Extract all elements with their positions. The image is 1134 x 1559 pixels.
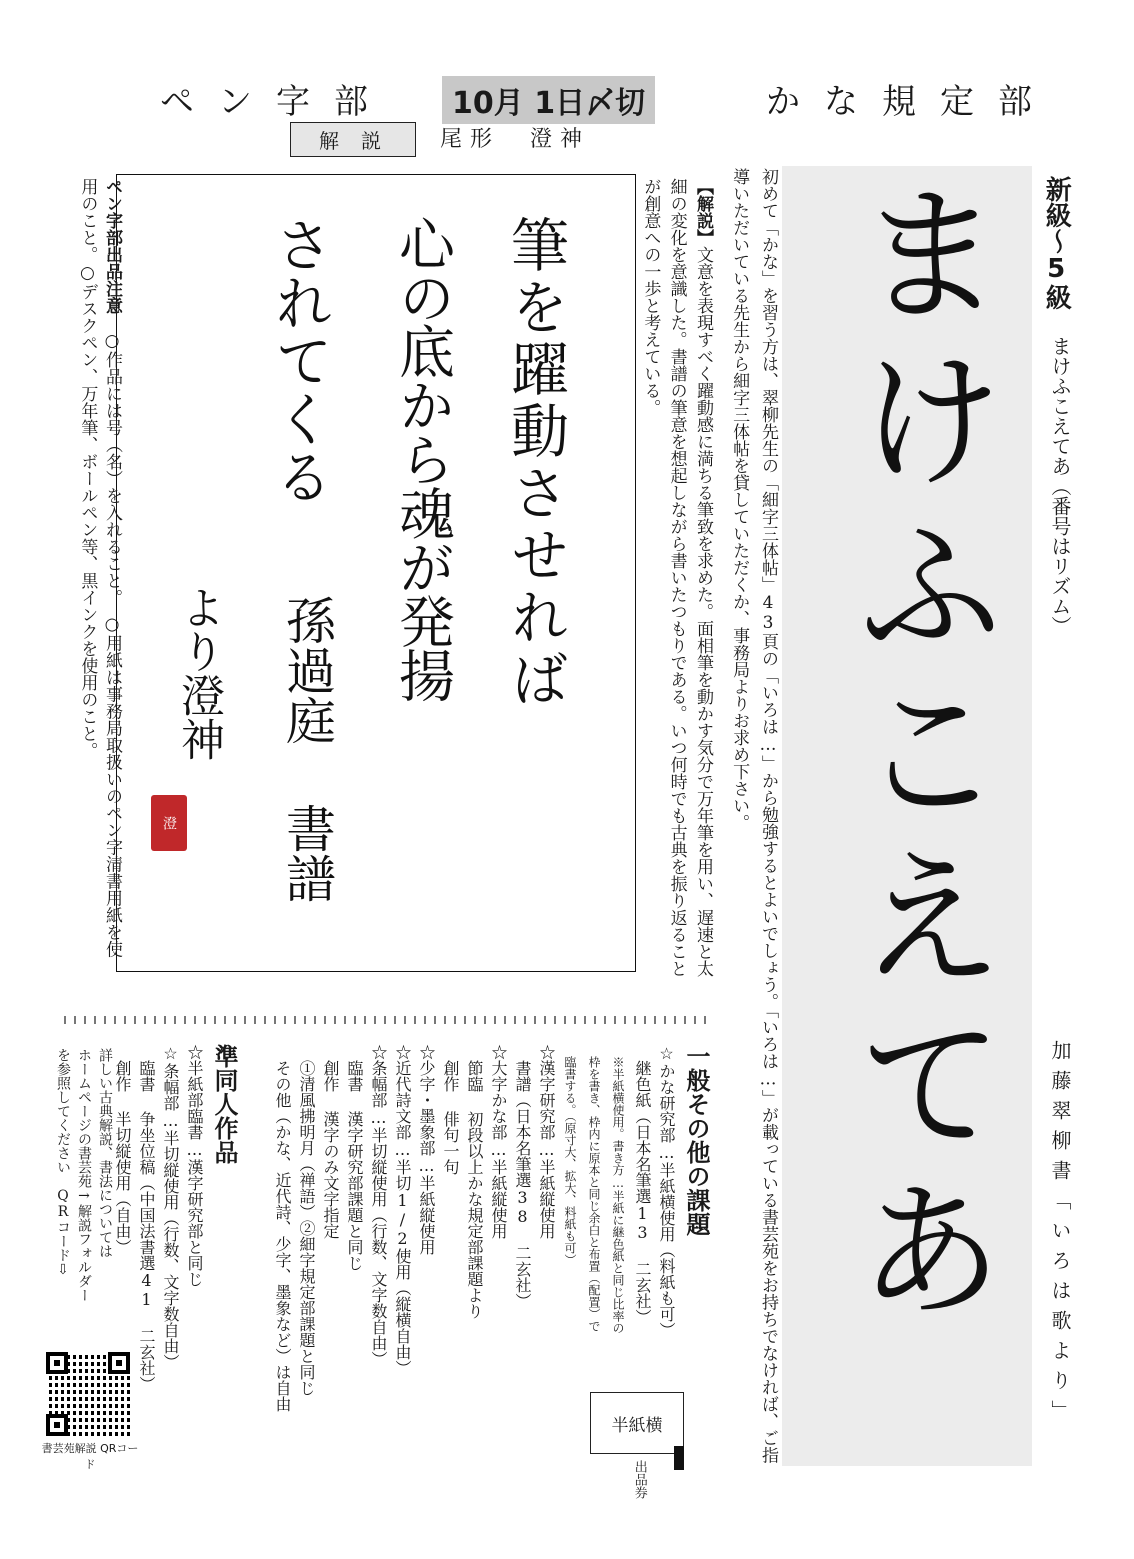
other-tasks-title: 一般その他の課題 <box>682 1044 710 1236</box>
pen-work-frame <box>116 174 636 972</box>
qr-note-line-2: ホームページの書芸苑→解説フォルダー <box>76 1048 92 1302</box>
task-jofuku-sub-3: ①清風拂明月（禅語）②細字規定部課題と同じ <box>297 1060 316 1396</box>
task-kana-note-1: ※半紙横使用。書き方…半紙に継色紙と同じ比率の <box>611 1056 625 1334</box>
assoc-jofuku-head: ☆条幅部…半切縦使用（行数、文字数自由） <box>161 1044 180 1370</box>
artist-seal: 澄 <box>151 795 187 851</box>
task-kana-note-3: 臨書する。（原寸大、拡大、料紙も可） <box>563 1056 577 1266</box>
assoc-jofuku-sub-2: 創作 半切縦使用（自由） <box>113 1060 132 1255</box>
ticket-marker <box>674 1446 684 1470</box>
ticket-box <box>590 1392 684 1454</box>
task-jofuku-sub-4: その他（かな、近代詩、少字、墨象など）は自由 <box>273 1060 292 1412</box>
task-kana-sub: 継色紙（日本名筆選13 二玄社） <box>633 1060 652 1325</box>
kana-reading: まけふこえてあ（番号はリズム） <box>1048 336 1072 636</box>
qr-note-line-1: 詳しい古典解説、書法については <box>97 1048 113 1258</box>
pen-work-line-1-lead: 筆を <box>501 215 569 339</box>
kana-model-characters <box>830 176 1004 1338</box>
task-kanji-sub: 書譜（日本名筆選38 二玄社） <box>513 1060 532 1309</box>
task-jofuku-sub-1: 臨書 漢字研究部課題と同じ <box>345 1060 364 1271</box>
kana-credit: 加藤翠柳書「いろは歌より」 <box>1048 1040 1072 1430</box>
task-daiji-head: ☆大字かな部…半紙縦使用 <box>489 1044 508 1239</box>
pen-notice-title: ペン字部出品注意 <box>102 178 122 314</box>
commentary-body: 文意を表現すべく躍動感に満ちる筆致を求めた。面相筆を動かす気分で万年筆を用い、遅速と太細の変化を意識した。書譜の筆意を想起しながら書いたつもりである。いつ何時でも古典を振り返ることが創意への一歩と考えている。 <box>640 178 713 977</box>
commentary-author: 尾形 澄神 <box>440 127 591 152</box>
task-kana-note-2: 枠を書き、枠内に原本と同じ余白と布置（配置）で <box>587 1056 601 1332</box>
pen-work-signature: より澄神 <box>173 585 224 761</box>
commentary-text <box>632 178 716 978</box>
associate-title: 準同人作品 <box>210 1044 238 1164</box>
task-kindai-head: ☆近代詩文部…半切1/2使用（縦横自由） <box>393 1044 412 1376</box>
kana-char-ma: ま <box>830 176 1004 342</box>
pen-notice-item-2: ○用紙は事務局取扱いのペン字清書用紙を使用のこと。 <box>77 178 122 958</box>
assoc-jofuku-sub-1: 臨書 争坐位稿（中国法書選41 二玄社） <box>137 1060 156 1392</box>
kana-char-ko: こ <box>830 674 1004 840</box>
kana-char-fu: ふ <box>830 508 1004 674</box>
qr-code-image[interactable] <box>46 1352 130 1436</box>
commentary-label: 解説 <box>290 122 416 157</box>
pen-work-line-3: されてくる <box>265 215 333 505</box>
task-kanji-head: ☆漢字研究部…半紙縦使用 <box>537 1044 556 1239</box>
pen-notice-item-1: ○作品には号（名）を入れること。 <box>102 331 122 598</box>
pen-work-line-2: 心の底から魂が発揚 <box>390 215 455 701</box>
pen-notice-item-3: ○デスクペン、万年筆、ボールペン等、黒インクを使用のこと。 <box>77 263 98 759</box>
commentary-lead: 【解説】 <box>693 178 713 246</box>
task-kana-head: ☆かな研究部…半紙横使用（料紙も可） <box>657 1044 676 1338</box>
kana-model-panel <box>782 166 1032 1466</box>
section-divider <box>60 1016 714 1024</box>
pen-work-attribution: 孫過庭 書譜 <box>278 595 336 903</box>
qr-note-line-3: を参照してください QRコード⇩ <box>55 1048 71 1278</box>
task-jofuku-head: ☆条幅部…半切縦使用（行数、文字数自由） <box>369 1044 388 1367</box>
kana-section-title: かな規定部 <box>766 82 1056 122</box>
task-daiji-sub-2: 創作 俳句一句 <box>441 1060 460 1175</box>
ticket-label: 出品券 <box>631 1460 647 1499</box>
task-jofuku-sub-2: 創作 漢字のみ文字指定 <box>321 1060 340 1239</box>
kana-char-e: え <box>830 840 1004 1006</box>
pen-work-line-1 <box>488 215 581 935</box>
task-shoji-head: ☆少字・墨象部…半紙縦使用 <box>417 1044 436 1255</box>
kana-intro-text: 初めて「かな」を習う方は、翠柳先生の「細字三体帖」43頁の「いろは…」から勉強するとよいでしょう。「いろは…」が載っている書芸苑をお持ちでなければ、ご指導いただいている先生から細字三体帖を貸していただくか、事務局よりお求め下さい。 <box>729 168 778 1464</box>
deadline-badge: 10月 1日〆切 <box>442 76 655 124</box>
qr-note <box>52 1048 115 1348</box>
pen-notice <box>58 178 124 958</box>
task-daiji-sub-1: 節臨 初段以上かな規定部課題より <box>465 1060 484 1319</box>
kana-char-a: あ <box>830 1172 1004 1338</box>
ticket-box-label: 半紙横 <box>611 1415 663 1436</box>
kana-char-te: て <box>830 1006 1004 1172</box>
assoc-hanshi-head: ☆半紙部臨書…漢字研究部と同じ <box>185 1044 204 1287</box>
kana-char-ke: け <box>830 342 1004 508</box>
qr-caption: 書芸苑解説 QRコード <box>41 1442 139 1471</box>
pen-work-line-1-rest: 躍動させれば <box>501 339 569 711</box>
pen-section-title: ペン字部 <box>160 82 392 122</box>
kana-grade: 新級〜5級 <box>1041 176 1072 310</box>
